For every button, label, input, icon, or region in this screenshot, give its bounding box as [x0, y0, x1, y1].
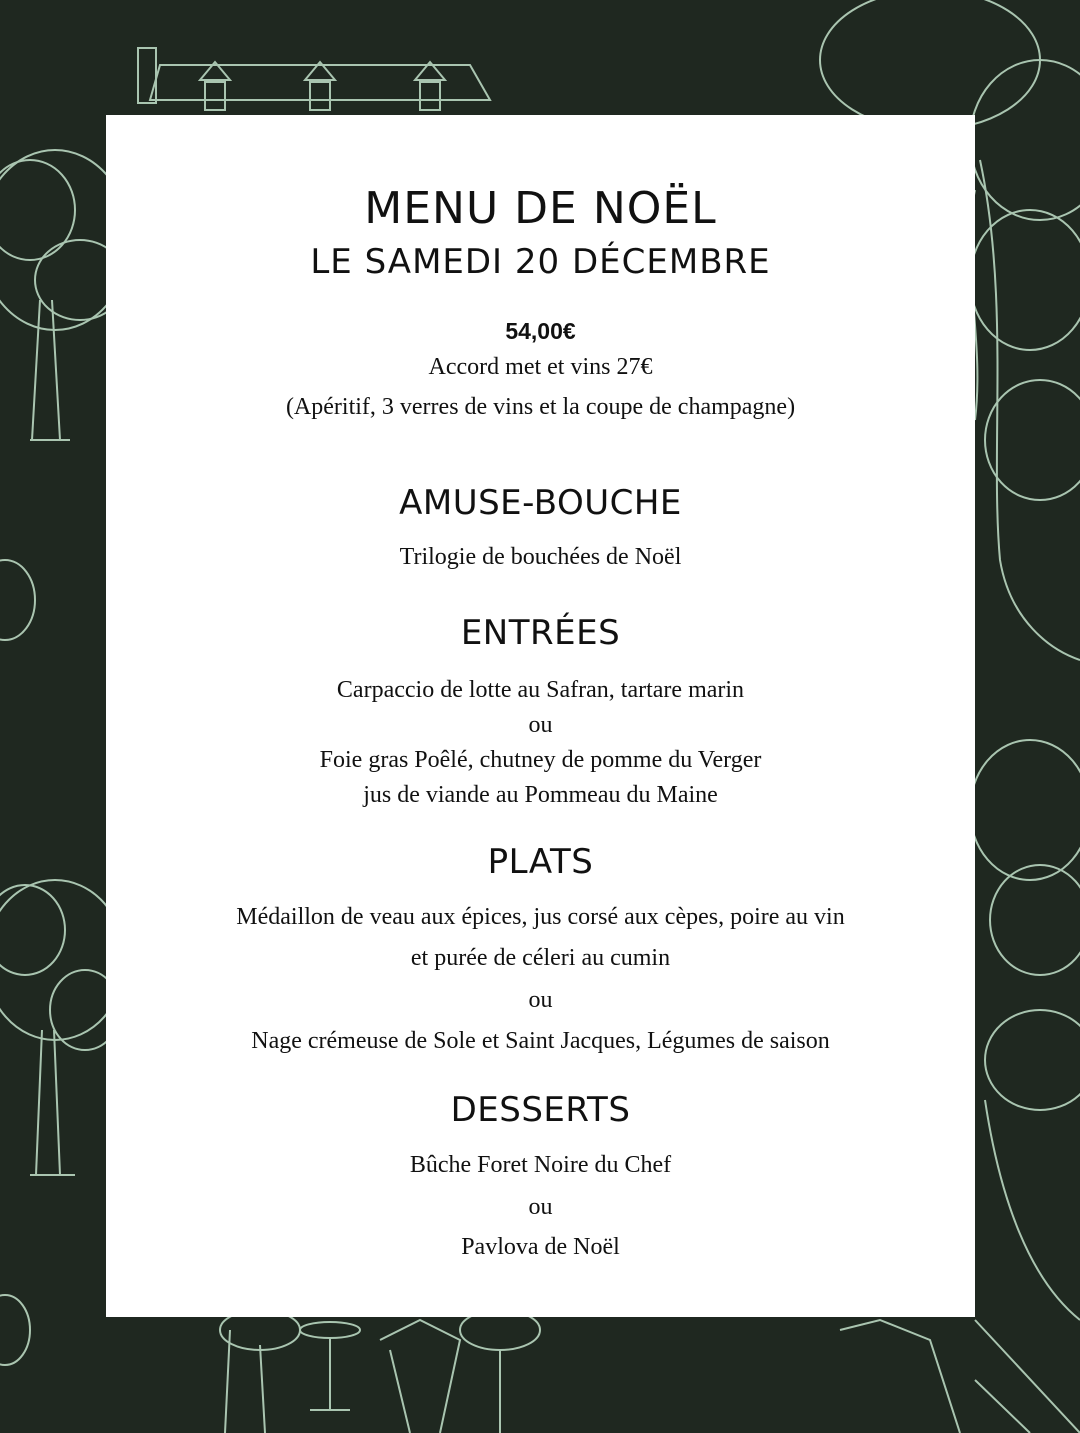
plat-item: et purée de céleri au cumin [410, 945, 671, 971]
amuse-bouche-item: Trilogie de bouchées de Noël [399, 544, 682, 570]
plat-item: Nage crémeuse de Sole et Saint Jacques, Légumes de saison [251, 1028, 830, 1054]
section-heading-desserts: DESSERTS [450, 1090, 631, 1130]
entree-item: Carpaccio de lotte au Safran, tartare marin [336, 677, 745, 703]
dessert-item: Pavlova de Noël [461, 1234, 620, 1260]
menu-card [106, 115, 975, 1317]
entree-item: jus de viande au Pommeau du Maine [363, 782, 718, 808]
section-heading-amuse-bouche: AMUSE-BOUCHE [399, 483, 682, 523]
menu-date: LE SAMEDI 20 DÉCEMBRE [310, 242, 771, 282]
dessert-item: Bûche Foret Noire du Chef [409, 1152, 672, 1178]
plat-or: ou [528, 987, 553, 1013]
menu-title: MENU DE NOËL [364, 183, 717, 234]
section-heading-plats: PLATS [487, 842, 594, 882]
wine-pairing-price: Accord met et vins 27€ [428, 354, 653, 380]
plat-item: Médaillon de veau aux épices, jus corsé aux cèpes, poire au vin [236, 904, 845, 930]
menu-price: 54,00€ [505, 318, 576, 344]
entree-or: ou [528, 712, 553, 738]
section-heading-entrees: ENTRÉES [460, 613, 621, 653]
dessert-or: ou [528, 1194, 553, 1220]
wine-pairing-detail: (Apéritif, 3 verres de vins et la coupe de champagne) [285, 394, 796, 420]
entree-item: Foie gras Poêlé, chutney de pomme du Verger [319, 747, 762, 773]
